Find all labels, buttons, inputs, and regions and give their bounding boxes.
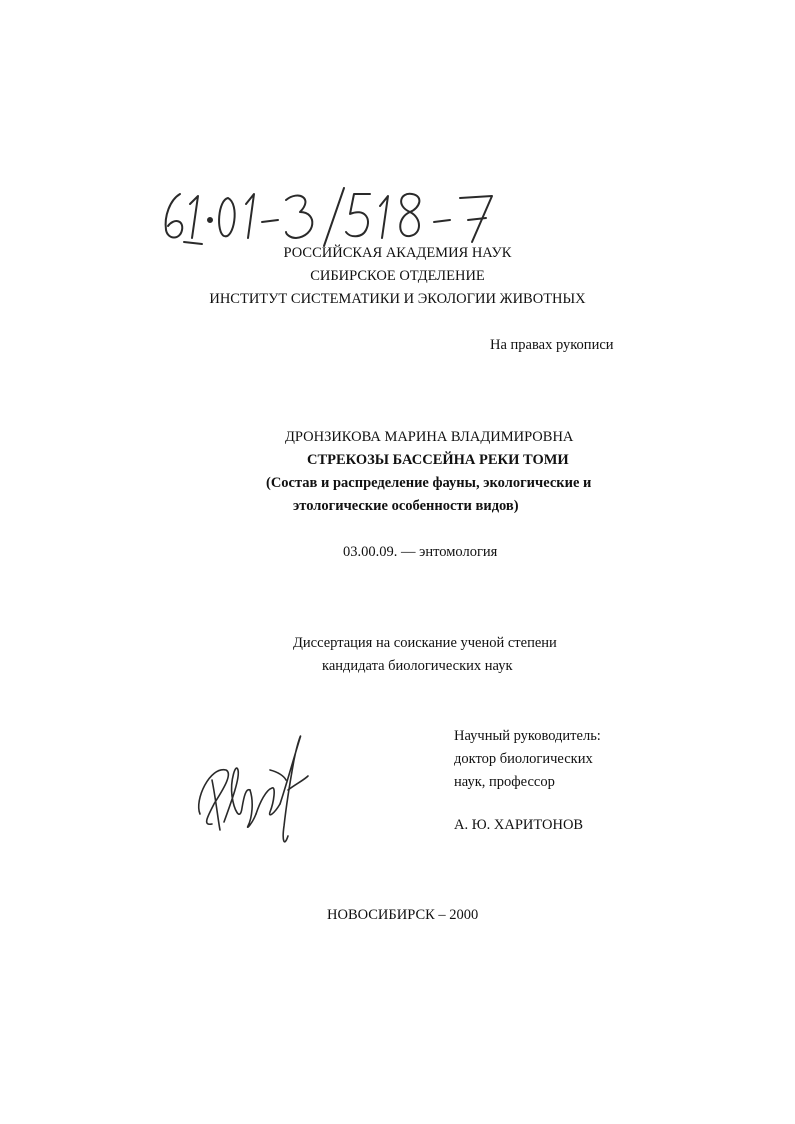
author-signature	[190, 730, 315, 860]
supervisor-name: А. Ю. ХАРИТОНОВ	[454, 817, 584, 833]
dissertation-title: СТРЕКОЗЫ БАССЕЙНА РЕКИ ТОМИ	[307, 452, 569, 468]
rights-note: На правах рукописи	[490, 337, 614, 353]
institution-line-1: РОССИЙСКАЯ АКАДЕМИЯ НАУК	[283, 245, 512, 261]
supervisor-degree-line-2: наук, профессор	[454, 774, 555, 790]
dissertation-statement-line-2: кандидата биологических наук	[322, 658, 513, 674]
subtitle-line-1: (Состав и распределение фауны, экологические и	[266, 475, 592, 491]
city-year: НОВОСИБИРСК – 2000	[327, 907, 479, 923]
dissertation-statement-line-1: Диссертация на соискание ученой степени	[293, 635, 557, 651]
specialty-code: 03.00.09. — энтомология	[343, 544, 498, 560]
institution-line-3: ИНСТИТУТ СИСТЕМАТИКИ И ЭКОЛОГИИ ЖИВОТНЫХ	[209, 291, 586, 307]
supervisor-degree-line-1: доктор биологических	[454, 751, 593, 767]
institution-line-2: СИБИРСКОЕ ОТДЕЛЕНИЕ	[310, 268, 485, 284]
subtitle-line-2: этологические особенности видов)	[293, 498, 519, 514]
supervisor-label: Научный руководитель:	[454, 728, 601, 744]
author-name: ДРОНЗИКОВА МАРИНА ВЛАДИМИРОВНА	[285, 429, 574, 445]
